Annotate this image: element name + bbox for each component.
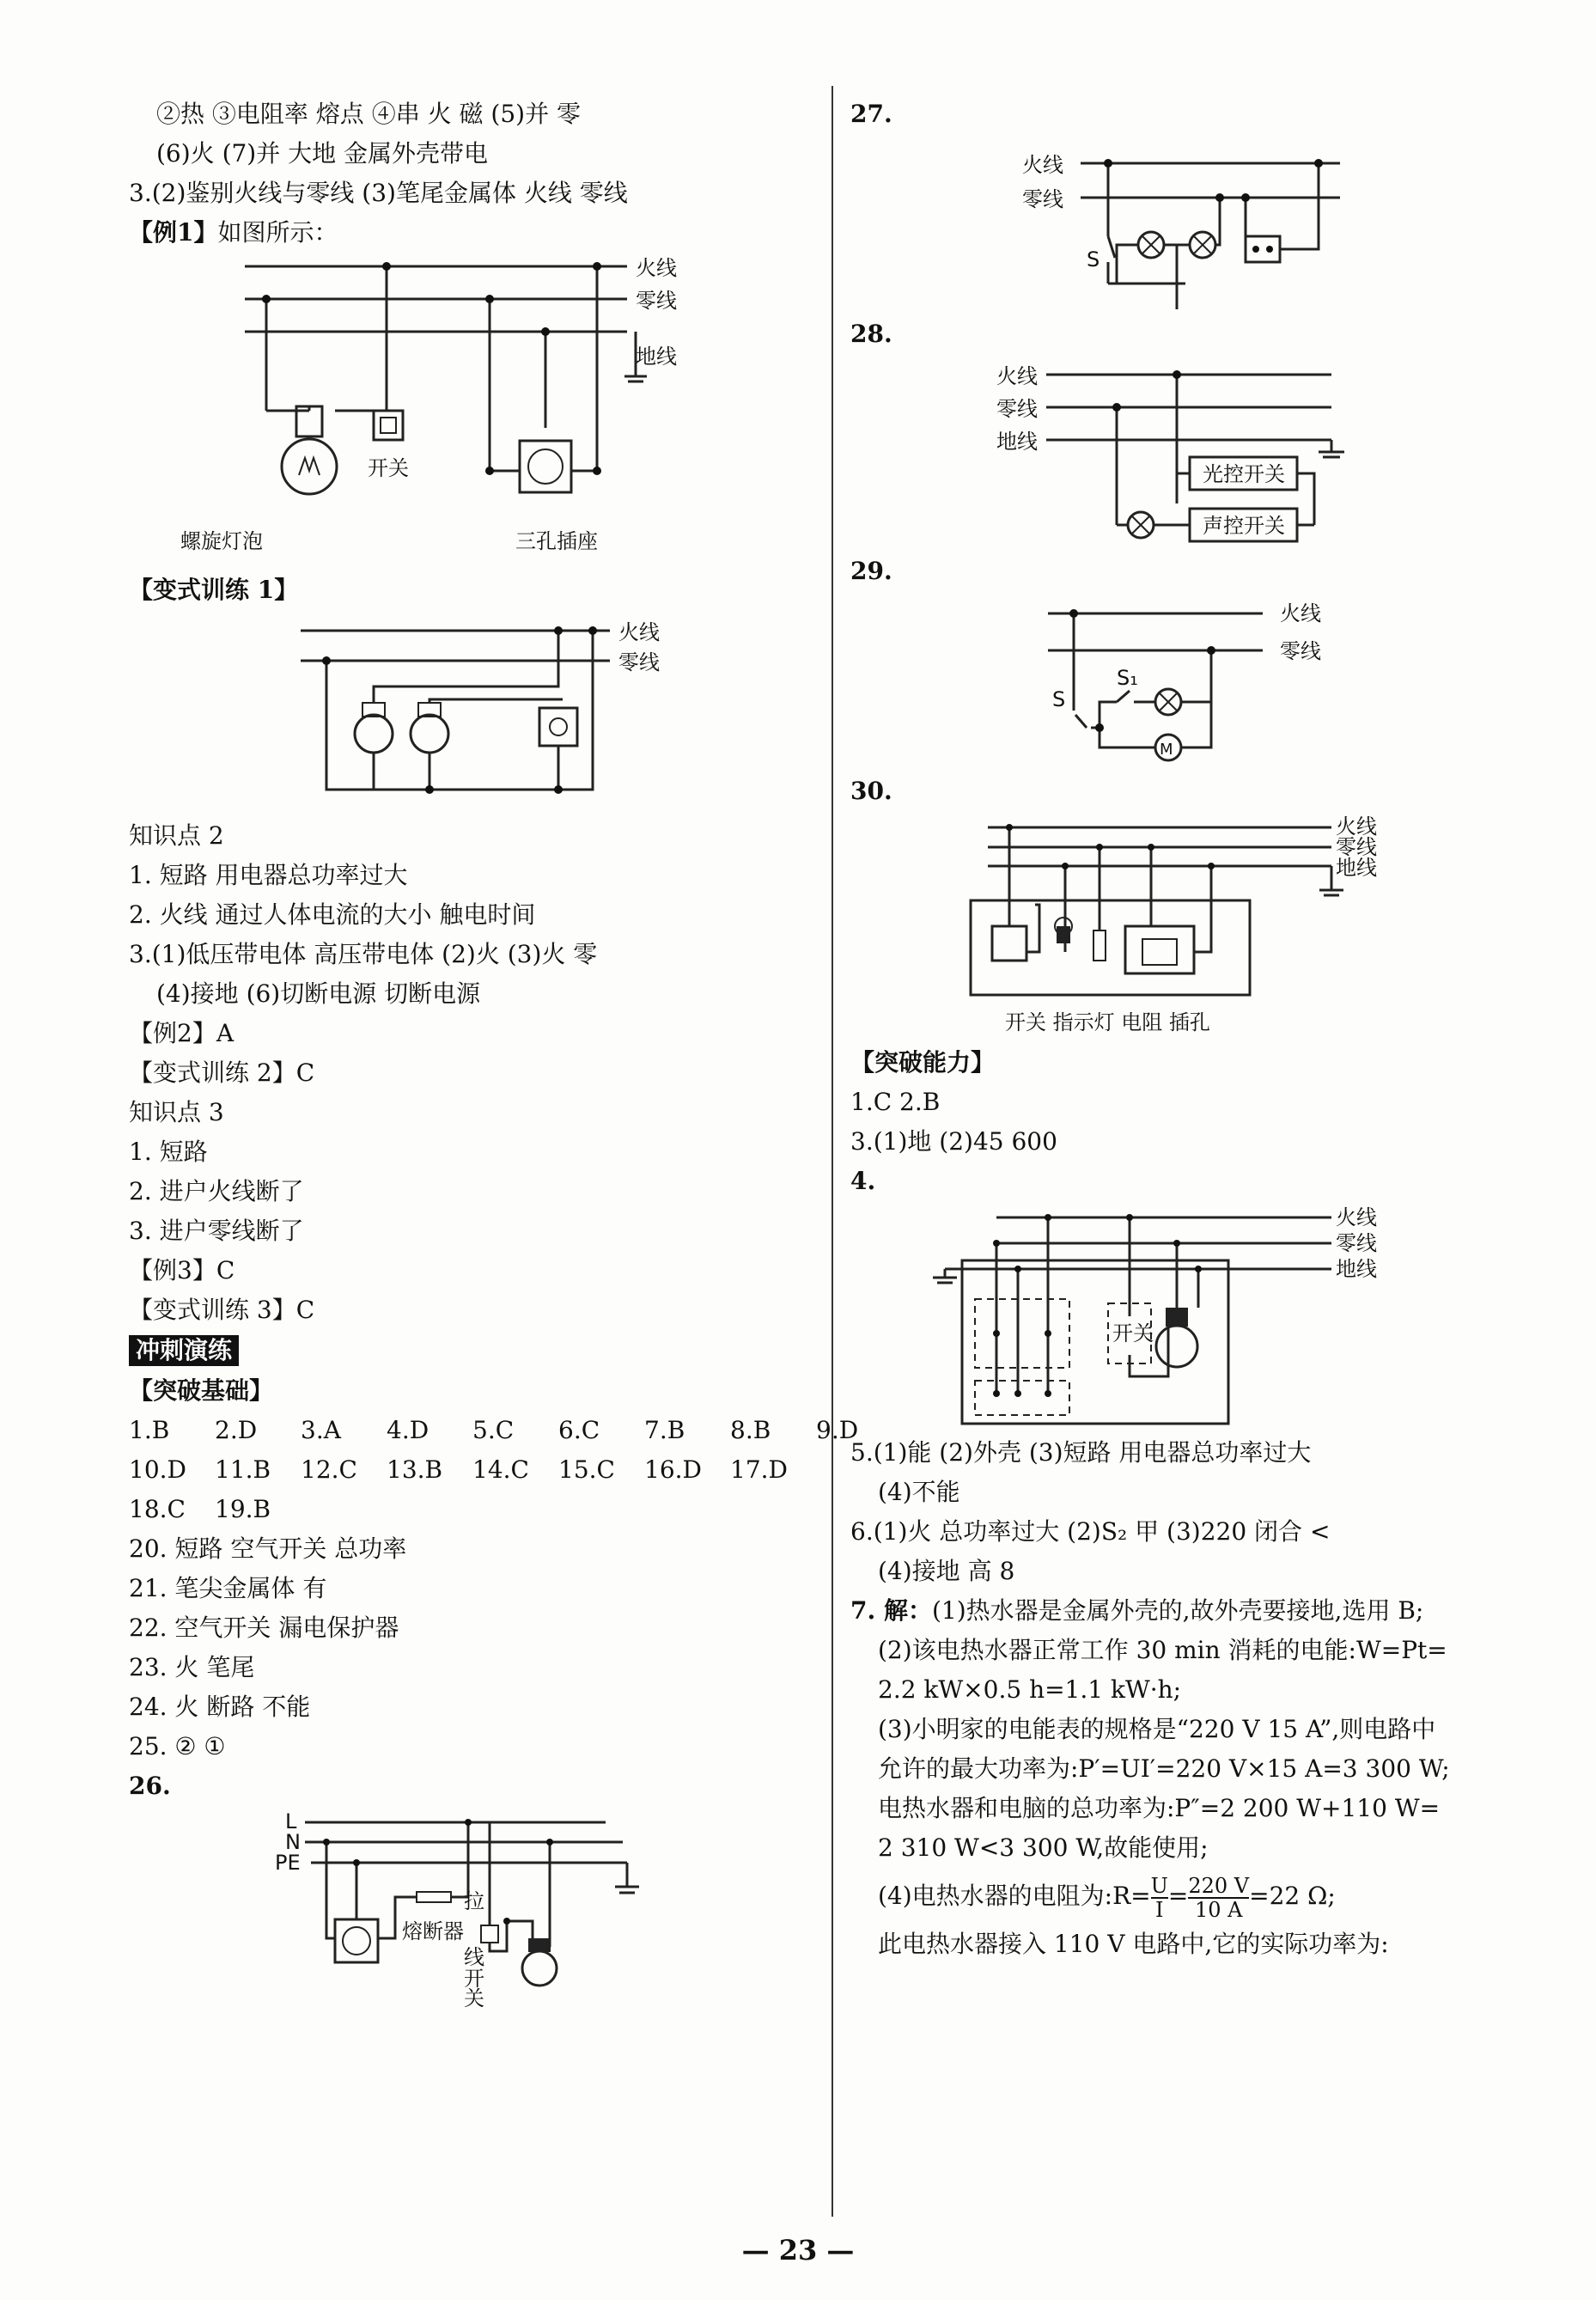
neutral-label: 零线: [996, 397, 1038, 421]
figure-30: [850, 814, 1520, 1038]
answer-line: 3.(1)低压带电体 高压带电体 (2)火 (3)火 零: [129, 940, 598, 968]
solution-line: 此电热水器接入 110 V 电路中,它的实际功率为:: [878, 1930, 1389, 1958]
page-number: — 23 —: [741, 2234, 855, 2266]
spiral-bulb: [282, 439, 337, 494]
earth-label: 地线: [636, 345, 677, 369]
formula-suffix: =22 Ω;: [1249, 1882, 1336, 1910]
figure-27: [850, 137, 1520, 309]
section-tag: 冲刺演练: [129, 1335, 239, 1366]
fraction-values: [1188, 1875, 1249, 1921]
neutral-label: 零线: [1280, 639, 1321, 663]
socket: [539, 708, 577, 746]
figure-4: [850, 1205, 1520, 1428]
socket: [335, 1919, 378, 1962]
fill-answer: 24. 火 断路 不能: [129, 1693, 311, 1721]
mc-answer: 18.C: [129, 1495, 186, 1523]
pull-switch: [481, 1925, 498, 1943]
solution-line: 2 310 W<3 300 W,故能使用;: [878, 1833, 1209, 1862]
fill-answer: 20. 短路 空气开关 总功率: [129, 1534, 407, 1563]
fill-answer: 25. ② ①: [129, 1732, 226, 1760]
mc-answer: 13.B: [387, 1455, 443, 1484]
neutral-label: 零线: [1336, 1231, 1377, 1255]
fill-answer: 22. 空气开关 漏电保护器: [129, 1614, 399, 1642]
numerator: U: [1150, 1873, 1168, 1898]
formula-prefix: (4)电热水器的电阻为:R=: [878, 1882, 1151, 1910]
switch-label: 开关: [368, 456, 409, 480]
fill-answer: 23. 火 笔尾: [129, 1653, 255, 1681]
figure-28: [850, 357, 1520, 546]
PE-label: PE: [275, 1851, 301, 1875]
live-label: 火线: [996, 364, 1038, 388]
answer-line: (4)接地 高 8: [878, 1557, 1015, 1585]
answer-line: 1.C 2.B: [850, 1088, 941, 1116]
switch-label: 开关: [1112, 1321, 1154, 1345]
answer-line: (6)火 (7)并 大地 金属外壳带电: [156, 139, 489, 168]
question-27: 27.: [850, 100, 892, 128]
solution-line-formula: [850, 1868, 1520, 1925]
socket: [1246, 236, 1280, 262]
mc-answer: 1.B: [129, 1416, 170, 1444]
basic-heading: 【突破基础】: [129, 1376, 274, 1405]
bulb: [1156, 1326, 1197, 1367]
fuse: [417, 1892, 451, 1902]
answer-line: 1. 短路: [129, 1138, 208, 1166]
answer-line: 2. 火线 通过人体电流的大小 触电时间: [129, 900, 536, 929]
mc-answer: 19.B: [215, 1495, 271, 1523]
mc-answer: 14.C: [472, 1455, 529, 1484]
mc-answer: 6.C: [558, 1416, 600, 1444]
answer-line: 2. 进户火线断了: [129, 1177, 304, 1205]
socket-label: 三孔插座: [515, 529, 598, 553]
figure-example-1: [129, 256, 807, 565]
answer-line: ②热 ③电阻率 熔点 ④串 火 磁 (5)并 零: [156, 100, 581, 128]
answer-line: 3.(2)鉴别火线与零线 (3)笔尾金属体 火线 零线: [129, 179, 628, 207]
variant-1-label: 【变式训练 1】: [129, 576, 299, 604]
answer-line: (4)接地 (6)切断电源 切断电源: [156, 979, 481, 1008]
solution-line: (3)小明家的电能表的规格是“220 V 15 A”,则电路中: [878, 1715, 1436, 1743]
bulb-1: [355, 715, 393, 753]
mc-row-1: [129, 1411, 859, 1450]
s-label: S: [1052, 687, 1066, 711]
bulb: [522, 1951, 557, 1986]
solution-label: 7. 解：: [850, 1596, 932, 1625]
neutral-label: 零线: [1336, 835, 1377, 859]
resistor: [1093, 930, 1106, 961]
s1-label: S₁: [1117, 666, 1138, 690]
solution-line: 2.2 kW×0.5 h=1.1 kW·h;: [878, 1675, 1182, 1704]
mc-answer: 3.A: [301, 1416, 341, 1444]
fuse-label: 熔断器: [402, 1919, 464, 1943]
solution-line: 允许的最大功率为:P′=UI′=220 V×15 A=3 300 W;: [878, 1754, 1450, 1783]
mc-answer: 12.C: [301, 1455, 357, 1484]
outlet: [1125, 926, 1194, 973]
live-label: 火线: [1336, 814, 1377, 839]
left-column: [129, 95, 859, 2012]
live-label: 火线: [1336, 1205, 1377, 1229]
open-label: 开: [464, 1967, 484, 1991]
mc-row-3: [129, 1490, 807, 1529]
variant-3: 【变式训练 3】C: [129, 1296, 315, 1324]
neutral-label: 零线: [618, 650, 660, 674]
mc-answer: 7.B: [644, 1416, 685, 1444]
question-29: 29.: [850, 557, 892, 585]
N-label: N: [285, 1830, 301, 1854]
fill-answer: 21. 笔尖金属体 有: [129, 1574, 327, 1602]
outlet-2hole: [975, 1299, 1069, 1368]
figure-variant-1: [129, 613, 807, 811]
denominator: 10 A: [1194, 1897, 1243, 1922]
bulb-label: 螺旋灯泡: [180, 529, 263, 553]
numerator: 220 V: [1188, 1873, 1250, 1898]
answer-line: 3.(1)地 (2)45 600: [850, 1127, 1057, 1156]
live-label: 火线: [618, 620, 660, 644]
outlet-3hole: [975, 1381, 1069, 1415]
question-28: 28.: [850, 320, 892, 348]
fraction-u-i: [1151, 1875, 1168, 1921]
sound-switch-label: 声控开关: [1203, 514, 1285, 538]
pull-label: 拉: [464, 1889, 484, 1913]
neutral-label: 零线: [1022, 187, 1063, 211]
panel-box: [962, 1260, 1228, 1424]
mc-answer: 15.C: [558, 1455, 615, 1484]
question-26: 26.: [129, 1772, 171, 1800]
mc-answer: 16.D: [644, 1455, 702, 1484]
close-label: 关: [464, 1986, 484, 2007]
switch-box: [374, 411, 403, 440]
answer-line: 1. 短路 用电器总功率过大: [129, 861, 408, 889]
question-30: 30.: [850, 777, 892, 805]
mc-answer: 11.B: [215, 1455, 271, 1484]
answer-line: 6.(1)火 总功率过大 (2)S₂ 甲 (3)220 闭合 <: [850, 1517, 1331, 1546]
mc-answer: 9.D: [816, 1416, 859, 1444]
earth-label: 地线: [996, 430, 1038, 454]
mc-answer: 2.D: [215, 1416, 258, 1444]
example-3: 【例3】C: [129, 1256, 235, 1284]
mc-answer: 5.C: [472, 1416, 515, 1444]
bulb-2: [411, 715, 448, 753]
light-switch-label: 光控开关: [1203, 462, 1285, 486]
variant-2: 【变式训练 2】C: [129, 1058, 315, 1087]
panel-box: [971, 900, 1250, 995]
live-label: 火线: [636, 256, 677, 280]
live-label: 火线: [1280, 601, 1321, 625]
equals: =: [1167, 1882, 1189, 1910]
solution-line: (1)热水器是金属外壳的,故外壳要接地,选用 B;: [931, 1596, 1424, 1625]
earth-label: 地线: [1336, 1257, 1377, 1281]
motor-label: M: [1160, 741, 1173, 759]
mc-answer: 10.D: [129, 1455, 186, 1484]
knowledge-point-3: 知识点 3: [129, 1098, 224, 1126]
L-label: L: [285, 1809, 297, 1833]
ability-heading: 【突破能力】: [850, 1048, 996, 1077]
example-text: 如图所示：: [217, 218, 338, 247]
example-2: 【例2】A: [129, 1019, 235, 1047]
knowledge-point-2: 知识点 2: [129, 821, 224, 850]
mc-answer: 4.D: [387, 1416, 429, 1444]
solution-line: 电热水器和电脑的总功率为:P″=2 200 W+110 W=: [878, 1794, 1441, 1822]
figure-29: [850, 595, 1520, 766]
column-divider: [832, 86, 833, 2217]
figure-26: [129, 1809, 807, 2007]
answer-line: 3. 进户零线断了: [129, 1217, 304, 1245]
answer-line: 5.(1)能 (2)外壳 (3)短路 用电器总功率过大: [850, 1438, 1312, 1467]
caption: 开关 指示灯 电阻 插孔: [1005, 1010, 1210, 1034]
s-label: S: [1087, 247, 1100, 271]
earth-label: 地线: [1336, 856, 1377, 880]
switch: [992, 926, 1026, 961]
live-label: 火线: [1022, 153, 1063, 177]
right-column: [850, 95, 1520, 1964]
mc-row-2: [129, 1450, 807, 1490]
neutral-label: 零线: [636, 289, 677, 313]
answer-line: (4)不能: [878, 1478, 960, 1506]
solution-line: (2)该电热水器正常工作 30 min 消耗的电能:W=Pt=: [878, 1636, 1447, 1664]
question-4: 4.: [850, 1167, 876, 1195]
denominator: I: [1155, 1897, 1164, 1922]
example-1: [129, 213, 807, 253]
mc-answer: 8.B: [730, 1416, 771, 1444]
mc-answer: 17.D: [730, 1455, 788, 1484]
line-label: 线: [464, 1945, 484, 1969]
example-label: 【例1】: [129, 218, 218, 247]
